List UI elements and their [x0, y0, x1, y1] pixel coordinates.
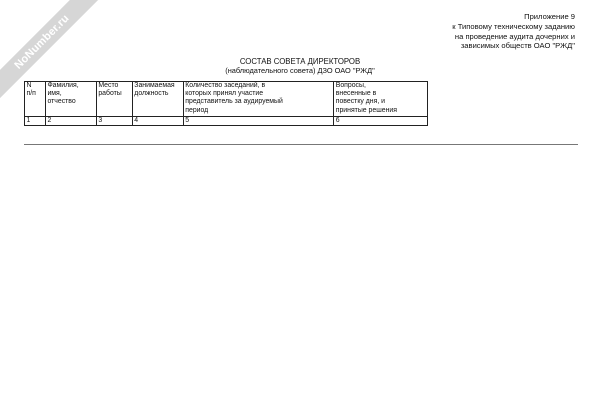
- header-text: работы: [98, 90, 122, 98]
- header-text: принятые решения: [335, 106, 397, 114]
- column-number-row: [25, 117, 428, 126]
- column-number-cell: 4: [132, 117, 183, 126]
- header-text: N: [26, 82, 32, 89]
- header-cell-agenda: [334, 82, 428, 117]
- header-cell-workplace: [96, 82, 132, 117]
- header-text: представитель за аудируемый: [185, 98, 283, 106]
- header-text: которых принял участие: [185, 90, 264, 98]
- table-header-row: [25, 82, 428, 117]
- appendix-line: Приложение 9: [524, 12, 575, 21]
- watermark-label: NoNumber.ru: [0, 0, 130, 122]
- header-text: должность: [134, 90, 169, 98]
- header-text: Фамилия,: [47, 82, 79, 89]
- header-text: повестку дня, и: [335, 98, 386, 106]
- document-title: СОСТАВ СОВЕТА ДИРЕКТОРОВ: [239, 57, 361, 66]
- header-cell-number: [25, 82, 46, 117]
- board-composition-table: [24, 81, 428, 126]
- header-text: имя,: [47, 90, 62, 98]
- column-number-cell: 2: [45, 117, 96, 126]
- column-number-cell: 6: [334, 117, 428, 126]
- header-text: внесенные в: [335, 90, 377, 98]
- appendix-note: [365, 12, 575, 51]
- page-divider: [24, 144, 578, 145]
- header-text: отчество: [47, 98, 76, 106]
- header-text: Количество заседаний, в: [185, 82, 266, 89]
- appendix-line: к Типовому техническому заданию: [452, 21, 575, 31]
- header-cell-meetings: [183, 82, 333, 117]
- header-cell-name: [45, 82, 96, 117]
- header-text: п/п: [26, 90, 36, 98]
- column-number-cell: 1: [25, 117, 46, 126]
- header-text: Место: [98, 82, 119, 89]
- header-cell-position: [132, 82, 183, 117]
- appendix-line: зависимых обществ ОАО "РЖД": [460, 41, 575, 51]
- header-text: период: [185, 106, 209, 114]
- document-subtitle: (наблюдательного совета) ДЗО ОАО "РЖД": [225, 66, 375, 75]
- appendix-line: на проведение аудита дочерних и: [454, 31, 575, 41]
- header-text: Занимаемая: [134, 82, 175, 89]
- column-number-cell: 3: [96, 117, 132, 126]
- header-text: Вопросы,: [335, 82, 366, 89]
- column-number-cell: 5: [183, 117, 333, 126]
